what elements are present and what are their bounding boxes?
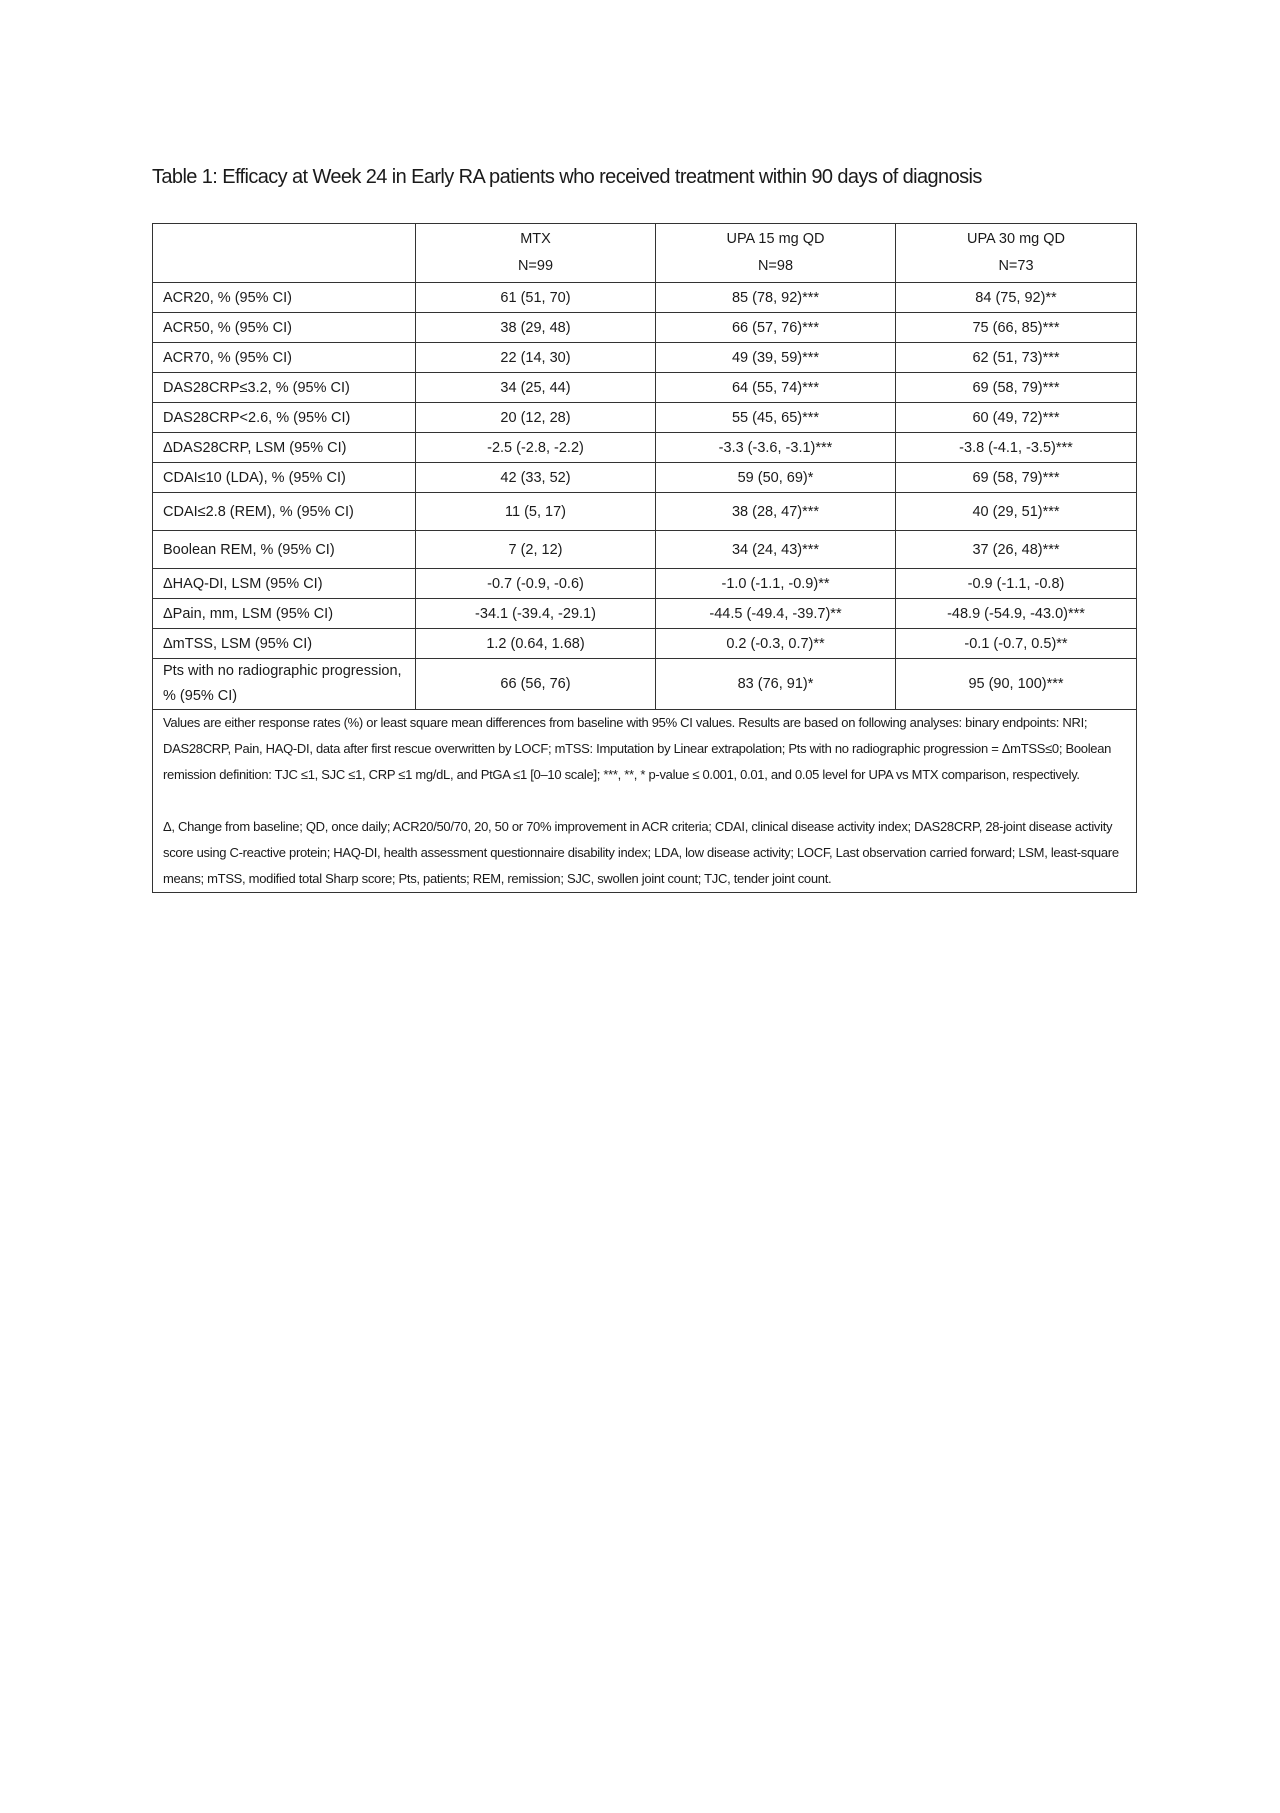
- table-row: [153, 659, 1137, 710]
- table-row: [153, 283, 1137, 313]
- row-label: ACR70, % (95% CI): [153, 343, 416, 373]
- cell-upa15: 49 (39, 59)***: [656, 343, 896, 373]
- cell-upa30: 84 (75, 92)**: [896, 283, 1137, 313]
- footnote-abbreviations: Δ, Change from baseline; QD, once daily; ACR20/50/70, 20, 50 or 70% improvement in ACR criteria; CDAI, clinical disease activity index; DAS28CRP, 28-joint disease activity score using C-reactive protein; HAQ-DI, health assessment questionnaire disability index; LDA, low disease activity; LOCF, Last observation carried forward; LSM, least-square means; mTSS, modified total Sharp score; Pts, patients; REM, remission; SJC, swollen joint count; TJC, tender joint count.: [163, 819, 1119, 886]
- cell-upa15: 59 (50, 69)*: [656, 463, 896, 493]
- cell-mtx: 1.2 (0.64, 1.68): [416, 629, 656, 659]
- table-row: [153, 531, 1137, 569]
- table-row: [153, 629, 1137, 659]
- cell-mtx: 66 (56, 76): [416, 659, 656, 710]
- table-row: [153, 569, 1137, 599]
- cell-upa30: 62 (51, 73)***: [896, 343, 1137, 373]
- cell-upa15: 38 (28, 47)***: [656, 493, 896, 531]
- cell-upa15: -3.3 (-3.6, -3.1)***: [656, 433, 896, 463]
- row-label: ΔPain, mm, LSM (95% CI): [153, 599, 416, 629]
- cell-upa15: 66 (57, 76)***: [656, 313, 896, 343]
- footnote-row: [153, 710, 1137, 893]
- arm-n: N=99: [517, 258, 554, 274]
- cell-upa15: 0.2 (-0.3, 0.7)**: [656, 629, 896, 659]
- arm-name: MTX: [520, 231, 551, 247]
- efficacy-table: [152, 223, 1137, 893]
- cell-mtx: -34.1 (-39.4, -29.1): [416, 599, 656, 629]
- cell-upa15: 64 (55, 74)***: [656, 373, 896, 403]
- cell-mtx: -0.7 (-0.9, -0.6): [416, 569, 656, 599]
- cell-upa30: 69 (58, 79)***: [896, 373, 1137, 403]
- cell-mtx: 11 (5, 17): [416, 493, 656, 531]
- cell-mtx: 38 (29, 48): [416, 313, 656, 343]
- cell-mtx: 34 (25, 44): [416, 373, 656, 403]
- cell-mtx: 61 (51, 70): [416, 283, 656, 313]
- arm-n: N=73: [998, 258, 1034, 274]
- cell-upa15: 55 (45, 65)***: [656, 403, 896, 433]
- row-label: DAS28CRP≤3.2, % (95% CI): [153, 373, 416, 403]
- arm-n: N=98: [757, 258, 794, 274]
- cell-upa15: 83 (76, 91)*: [656, 659, 896, 710]
- cell-upa30: -0.9 (-1.1, -0.8): [896, 569, 1137, 599]
- table-row: [153, 403, 1137, 433]
- table-row: [153, 463, 1137, 493]
- table-row: [153, 433, 1137, 463]
- arm-name: UPA 30 mg QD: [966, 231, 1066, 247]
- cell-upa30: 37 (26, 48)***: [896, 531, 1137, 569]
- row-label: ΔHAQ-DI, LSM (95% CI): [153, 569, 416, 599]
- footnote-cell: [153, 710, 1137, 893]
- table-title: Table 1: Efficacy at Week 24 in Early RA patients who received treatment within 90 days of diagnosis: [152, 166, 982, 188]
- header-cell-mtx: [416, 224, 656, 283]
- table-row: [153, 493, 1137, 531]
- cell-upa15: -44.5 (-49.4, -39.7)**: [656, 599, 896, 629]
- row-label: ΔmTSS, LSM (95% CI): [153, 629, 416, 659]
- row-label: ACR50, % (95% CI): [153, 313, 416, 343]
- table-row: [153, 343, 1137, 373]
- cell-mtx: 7 (2, 12): [416, 531, 656, 569]
- header-row: [153, 224, 1137, 283]
- row-label: CDAI≤10 (LDA), % (95% CI): [153, 463, 416, 493]
- cell-mtx: 42 (33, 52): [416, 463, 656, 493]
- cell-upa15: 34 (24, 43)***: [656, 531, 896, 569]
- cell-upa30: 60 (49, 72)***: [896, 403, 1137, 433]
- cell-mtx: 20 (12, 28): [416, 403, 656, 433]
- row-label: CDAI≤2.8 (REM), % (95% CI): [153, 493, 416, 531]
- table-row: [153, 313, 1137, 343]
- row-label: Pts with no radiographic progression, % (95% CI): [153, 659, 416, 710]
- cell-upa30: 75 (66, 85)***: [896, 313, 1137, 343]
- header-cell-upa30: [896, 224, 1137, 283]
- cell-mtx: -2.5 (-2.8, -2.2): [416, 433, 656, 463]
- row-label: DAS28CRP<2.6, % (95% CI): [153, 403, 416, 433]
- table-row: [153, 373, 1137, 403]
- cell-upa30: 95 (90, 100)***: [896, 659, 1137, 710]
- header-empty-cell: [153, 224, 416, 283]
- cell-upa15: -1.0 (-1.1, -0.9)**: [656, 569, 896, 599]
- cell-upa30: -48.9 (-54.9, -43.0)***: [896, 599, 1137, 629]
- cell-upa30: 69 (58, 79)***: [896, 463, 1137, 493]
- cell-upa15: 85 (78, 92)***: [656, 283, 896, 313]
- cell-mtx: 22 (14, 30): [416, 343, 656, 373]
- row-label: ΔDAS28CRP, LSM (95% CI): [153, 433, 416, 463]
- footnote-methods: Values are either response rates (%) or least square mean differences from baseline with 95% CI values. Results are based on following analyses: binary endpoints: NRI; DAS28CRP, Pain, HAQ-DI, data after first rescue overwritten by LOCF; mTSS: Imputation by Linear extrapolation; Pts with no radiographic progression = ΔmTSS≤0; Boolean remission definition: TJC ≤1, SJC ≤1, CRP ≤1 mg/dL, and PtGA ≤1 [0–10 scale]; ***, **, * p-value ≤ 0.001, 0.01, and 0.05 level for UPA vs MTX comparison, respectively.: [163, 715, 1112, 782]
- table-row: [153, 599, 1137, 629]
- cell-upa30: -3.8 (-4.1, -3.5)***: [896, 433, 1137, 463]
- cell-upa30: -0.1 (-0.7, 0.5)**: [896, 629, 1137, 659]
- header-cell-upa15: [656, 224, 896, 283]
- arm-name: UPA 15 mg QD: [726, 231, 825, 247]
- row-label: ACR20, % (95% CI): [153, 283, 416, 313]
- cell-upa30: 40 (29, 51)***: [896, 493, 1137, 531]
- row-label: Boolean REM, % (95% CI): [153, 531, 416, 569]
